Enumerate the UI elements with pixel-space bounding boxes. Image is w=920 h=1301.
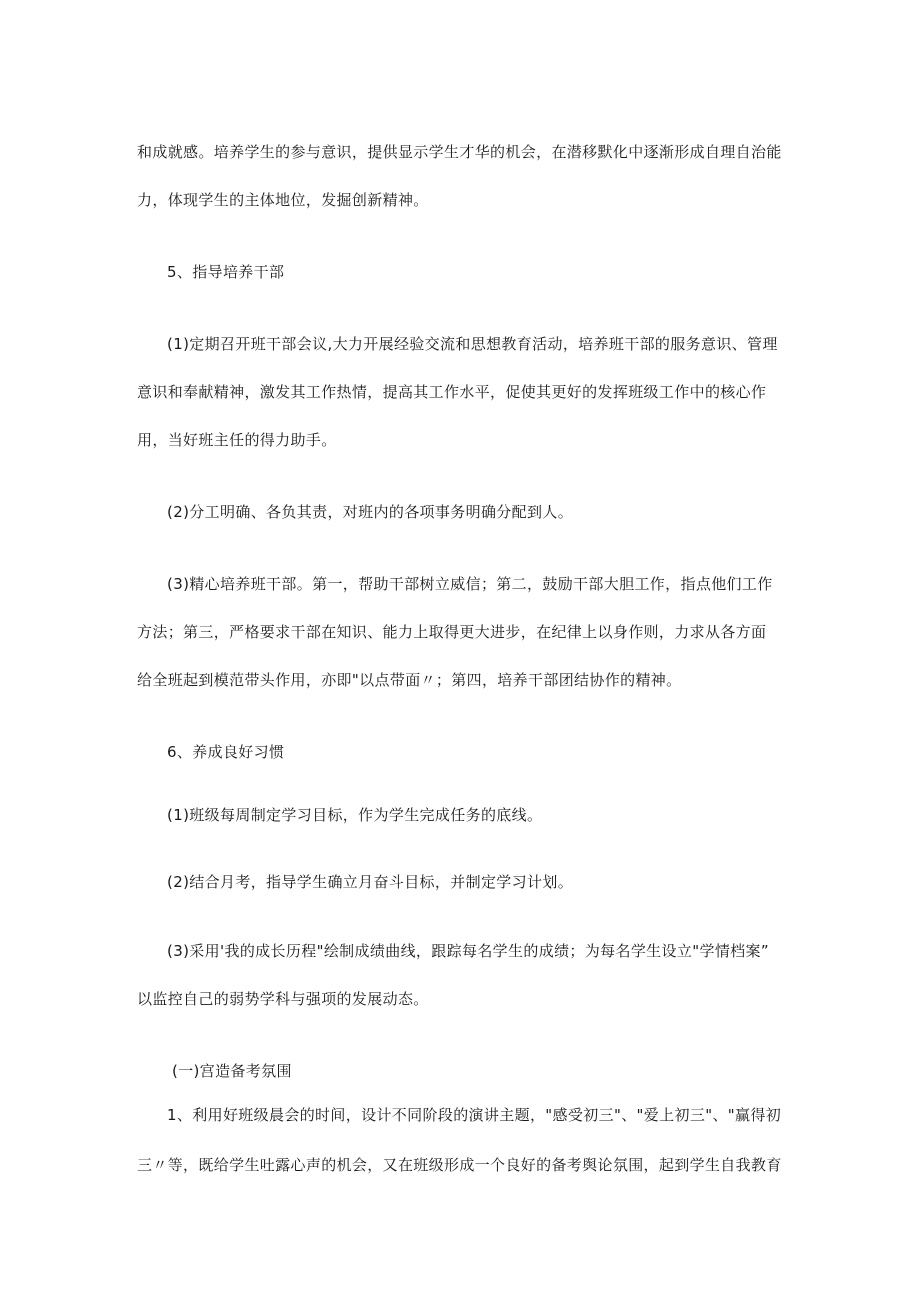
section-heading: 6、养成良好习惯 [167,743,285,761]
section-heading: 5、指导培养干部 [167,263,285,281]
paragraph-line: (3)采用'我的成长历程"绘制成绩曲线，跟踪每名学生的成绩；为每名学生设立"学情档案” [167,942,769,960]
paragraph-line: 力，体现学生的主体地位，发掘创新精神。 [137,191,429,209]
section-heading: (一)宫造备考氛围 [172,1062,292,1080]
paragraph-line: 和成就感。培养学生的参与意识，提供显示学生才华的机会，在潜移默化中逐渐形成自理自治能 [137,143,782,161]
paragraph-line: (1)定期召开班干部会议,大力开展经验交流和思想教育活动，培养班干部的服务意识、管理 [167,335,778,353]
paragraph-line: (2)分工明确、各负其责，对班内的各项事务明确分配到人。 [167,503,574,521]
paragraph-line: 1、利用好班级晨会的时间，设计不同阶段的演讲主题，"感受初三"、"爱上初三"、"赢得初 [167,1106,782,1124]
paragraph-line: 三〃等，既给学生吐露心声的机会，又在班级形成一个良好的备考舆论氛围，起到学生自我教育 [137,1156,782,1174]
paragraph-line: 用，当好班主任的得力助手。 [137,431,337,449]
paragraph-line: (2)结合月考，指导学生确立月奋斗目标，并制定学习计划。 [167,873,574,891]
paragraph-line: 方法；第三，严格要求干部在知识、能力上取得更大进步，在纪律上以身作则，力求从各方面 [137,623,767,641]
paragraph-line: (3)精心培养班干部。第一，帮助干部树立威信；第二，鼓励干部大胆工作，指点他们工作 [167,575,773,593]
paragraph-line: (1)班级每周制定学习目标，作为学生完成任务的底线。 [167,806,543,824]
paragraph-line: 以监控自己的弱势学科与强项的发展动态。 [137,990,429,1008]
paragraph-line: 意识和奉献精神，激发其工作热情，提高其工作水平，促使其更好的发挥班级工作中的核心作 [137,383,767,401]
paragraph-line: 给全班起到模范带头作用，亦即"以点带面〃；第四，培养干部团结协作的精神。 [137,671,682,689]
